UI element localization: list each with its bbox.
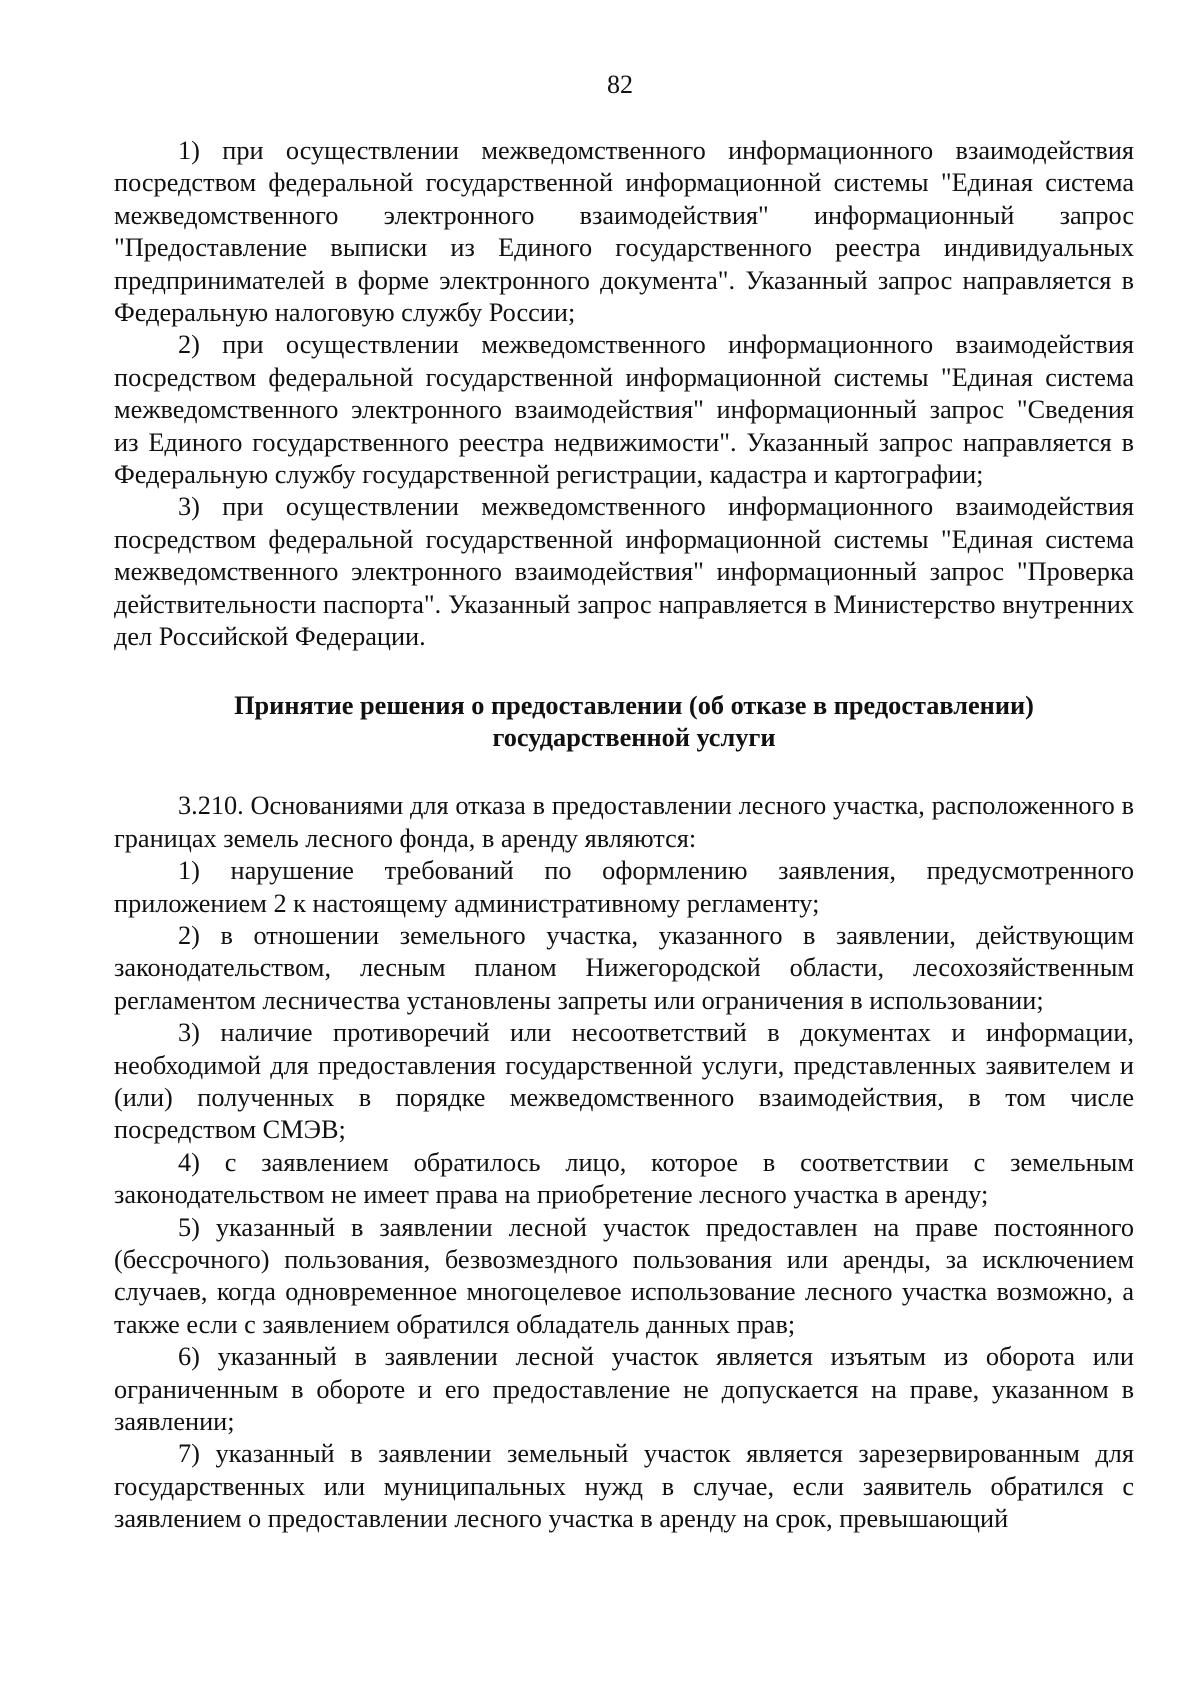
paragraph-request-3: 3) при осуществлении межведомственного информационного взаимодействия посредством федеральной государственной информационной системы "Единая система межведомственного электронного взаимодействия" информационный запрос "Проверка действительности паспорта". Указанный запрос направляется в Министерство внутренних дел Российской Федерации. — [114, 492, 1134, 652]
paragraph-request-2: 2) при осуществлении межведомственного информационного взаимодействия посредством федеральной государственной информационной системы "Единая система межведомственного электронного взаимодействия" информационный запрос "Сведения из Единого государственного реестра недвижимости". Указанный запрос направляется в Федеральную службу государственной регистрации, кадастра и картографии; — [114, 330, 1134, 490]
paragraph-3-210: 3.210. Основаниями для отказа в предоставлении лесного участка, расположенного в границах земель лесного фонда, в аренду являются: — [114, 791, 1134, 853]
document-body — [114, 135, 1134, 1536]
section-refusal-grounds — [114, 790, 1134, 1535]
paragraph-ground-1: 1) нарушение требований по оформлению заявления, предусмотренного приложением 2 к настоящему административному регламенту; — [114, 856, 1134, 918]
section-interagency-requests — [114, 135, 1134, 654]
section-heading — [114, 690, 1134, 755]
paragraph-ground-7: 7) указанный в заявлении земельный участок является зарезервированным для государственных или муниципальных нужд в случае, если заявитель обратился с заявлением о предоставлении лесного участка в аренду на срок, превышающий — [114, 1439, 1134, 1534]
paragraph-ground-3: 3) наличие противоречий или несоответствий в документах и информации, необходимой для предоставления государственной услуги, представленных заявителем и (или) полученных в порядке межведомственного взаимодействия, в том числе посредством СМЭВ; — [114, 1018, 1134, 1145]
paragraph-request-1: 1) при осуществлении межведомственного информационного взаимодействия посредством федеральной государственной информационной системы "Единая система межведомственного электронного взаимодействия" информационный запрос "Предоставление выписки из Единого государственного реестра индивидуальных предпринимателей в форме электронного документа". Указанный запрос направляется в Федеральную налоговую службу России; — [114, 136, 1134, 328]
paragraph-ground-4: 4) с заявлением обратилось лицо, которое в соответствии с земельным законодательством не имеет права на приобретение лесного участка в аренду; — [114, 1147, 1134, 1210]
paragraph-ground-6: 6) указанный в заявлении лесной участок является изъятым из оборота или ограниченным в обороте и его предоставление не допускается на праве, указанном в заявлении; — [114, 1342, 1134, 1437]
paragraph-ground-5: 5) указанный в заявлении лесной участок предоставлен на праве постоянного (бессрочного) пользования, безвозмездного пользования или аренды, за исключением случаев, когда одновременное многоцелевое использование лесного участка возможно, а также если с заявлением обратился обладатель данных прав; — [114, 1212, 1134, 1339]
page-number: 82 — [607, 70, 633, 99]
section-heading-line-1: Принятие решения о предоставлении (об отказе в предоставлении) — [234, 690, 1034, 720]
paragraph-ground-2: 2) в отношении земельного участка, указанного в заявлении, действующим законодательством, лесным планом Нижегородской области, лесохозяйственным регламентом лесничества установлены запреты или ограничения в использовании; — [114, 920, 1134, 1015]
section-heading-line-2: государственной услуги — [492, 722, 776, 752]
